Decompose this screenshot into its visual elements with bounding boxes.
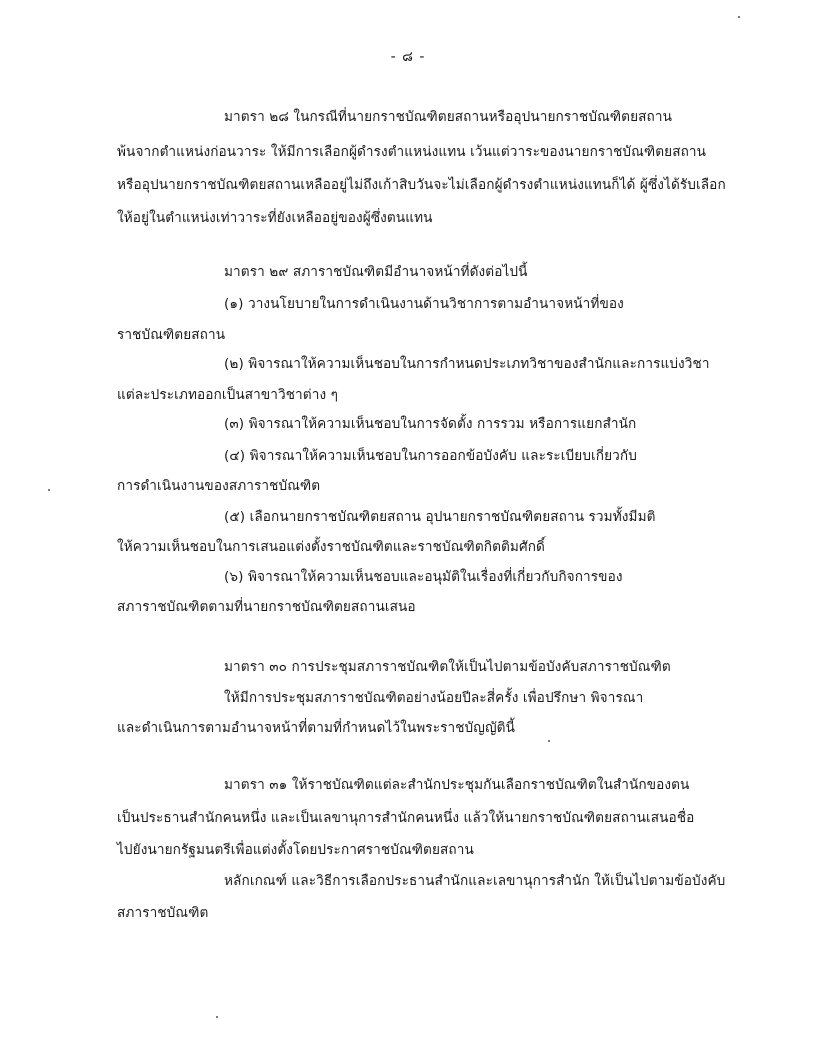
page-number: - ๘ - — [390, 49, 426, 65]
text-line: มาตรา ๓๐ การประชุมสภาราชบัณฑิตให้เป็นไปตามข้อบังคับสภาราชบัณฑิต — [224, 659, 671, 675]
text-line: หลักเกณฑ์ และวิธีการเลือกประธานสำนักและเลขานุการสำนัก ให้เป็นไปตามข้อบังคับ — [224, 873, 726, 889]
text-line: สภาราชบัณฑิต — [117, 905, 209, 921]
text-line: (๕) เลือกนายกราชบัณฑิตยสถาน อุปนายกราชบัณฑิตยสถาน รวมทั้งมีมติ — [224, 509, 656, 525]
text-line: (๓) พิจารณาให้ความเห็นชอบในการจัดตั้ง การรวม หรือการแยกสำนัก — [224, 416, 637, 432]
text-line: (๒) พิจารณาให้ความเห็นชอบในการกำหนดประเภทวิชาของสำนักและการแบ่งวิชา — [224, 356, 710, 372]
scan-speck — [548, 740, 550, 742]
text-line: มาตรา ๒๙ สภาราชบัณฑิตมีอำนาจหน้าที่ดังต่อไปนี้ — [224, 264, 528, 280]
text-line: ให้ความเห็นชอบในการเสนอแต่งตั้งราชบัณฑิตและราชบัณฑิตกิตติมศักดิ์ — [117, 539, 545, 555]
text-line: มาตรา ๒๘ ในกรณีที่นายกราชบัณฑิตยสถานหรืออุปนายกราชบัณฑิตยสถาน — [224, 109, 673, 125]
text-line: การดำเนินงานของสภาราชบัณฑิต — [117, 478, 321, 494]
scan-speck — [738, 16, 740, 18]
text-line: หรืออุปนายกราชบัณฑิตยสถานเหลืออยู่ไม่ถึงเก้าสิบวันจะไม่เลือกผู้ดำรงตำแหน่งแทนก็ได้ ผู้ซึ่งได้รับเลือก — [117, 177, 726, 193]
text-line: ให้อยู่ในตำแหน่งเท่าวาระที่ยังเหลืออยู่ของผู้ซึ่งตนแทน — [117, 210, 433, 226]
text-line: (๑) วางนโยบายในการดำเนินงานด้านวิชาการตามอำนาจหน้าที่ของ — [224, 296, 624, 312]
text-line: ให้มีการประชุมสภาราชบัณฑิตอย่างน้อยปีละสี่ครั้ง เพื่อปรึกษา พิจารณา — [224, 690, 644, 706]
scan-speck — [216, 1016, 218, 1018]
text-line: แต่ละประเภทออกเป็นสาขาวิชาต่าง ๆ — [117, 387, 339, 403]
text-line: (๖) พิจารณาให้ความเห็นชอบและอนุมัติในเรื่องที่เกี่ยวกับกิจการของ — [224, 569, 623, 585]
text-line: (๔) พิจารณาให้ความเห็นชอบในการออกข้อบังคับ และระเบียบเกี่ยวกับ — [224, 448, 637, 464]
text-line: เป็นประธานสำนักคนหนึ่ง และเป็นเลขานุการสำนักคนหนึ่ง แล้วให้นายกราชบัณฑิตยสถานเสนอชื่อ — [117, 810, 695, 826]
text-line: และดำเนินการตามอำนาจหน้าที่ตามที่กำหนดไว้ในพระราชบัญญัตินี้ — [117, 720, 515, 736]
text-line: สภาราชบัณฑิตตามที่นายกราชบัณฑิตยสถานเสนอ — [117, 599, 416, 615]
scan-speck — [48, 489, 50, 491]
text-line: พ้นจากตำแหน่งก่อนวาระ ให้มีการเลือกผู้ดำรงตำแหน่งแทน เว้นแต่วาระของนายกราชบัณฑิตยสถาน — [117, 144, 707, 160]
text-line: มาตรา ๓๑ ให้ราชบัณฑิตแต่ละสำนักประชุมกันเลือกราชบัณฑิตในสำนักของตน — [224, 777, 690, 793]
text-line: ไปยังนายกรัฐมนตรีเพื่อแต่งตั้งโดยประกาศราชบัณฑิตยสถาน — [117, 842, 474, 858]
text-line: ราชบัณฑิตยสถาน — [117, 327, 226, 343]
